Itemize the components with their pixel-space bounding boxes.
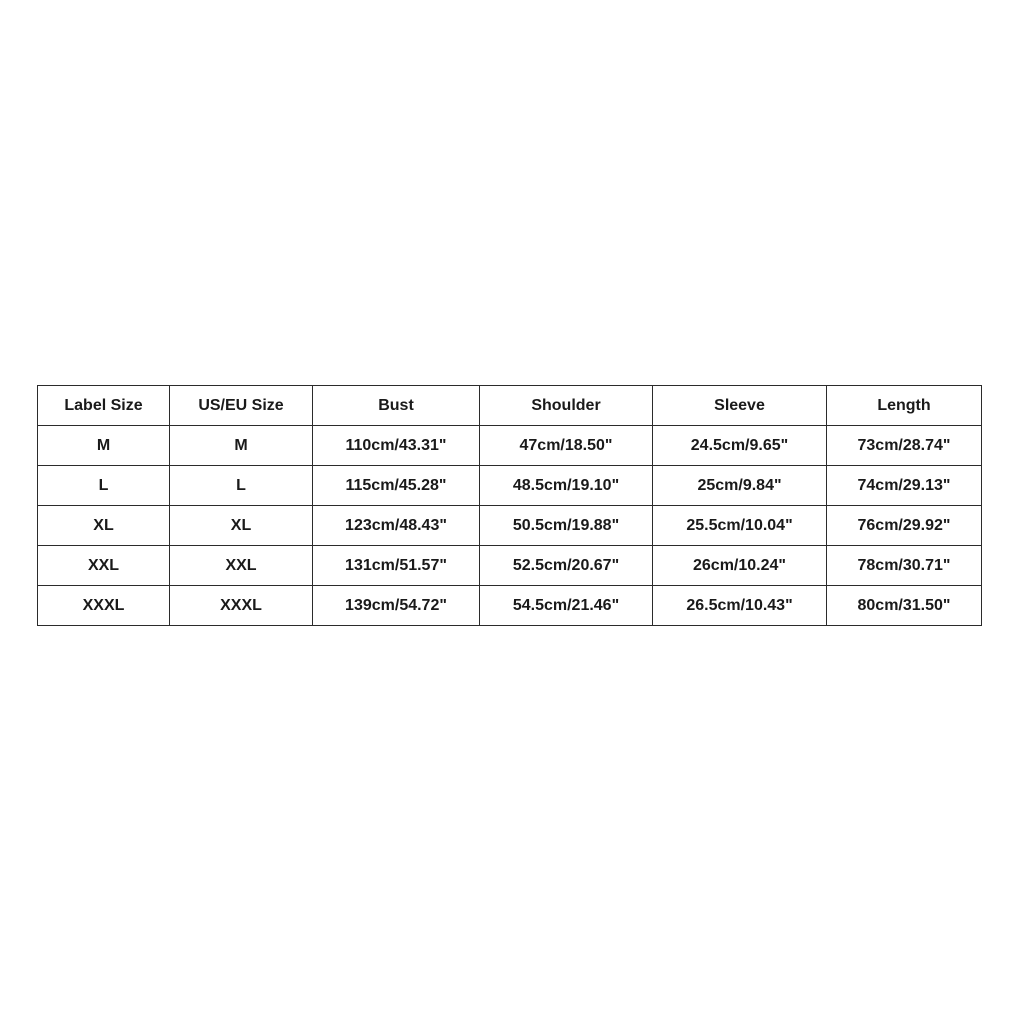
header-shoulder: Shoulder [480, 386, 653, 426]
table-row [38, 466, 982, 506]
size-chart-table [37, 385, 982, 626]
cell-label-size: XL [38, 506, 170, 546]
cell-length: 76cm/29.92" [827, 506, 982, 546]
cell-label-size: XXL [38, 546, 170, 586]
cell-shoulder: 47cm/18.50" [480, 426, 653, 466]
table-row [38, 586, 982, 626]
cell-shoulder: 52.5cm/20.67" [480, 546, 653, 586]
table-row [38, 546, 982, 586]
cell-us-eu-size: XL [170, 506, 313, 546]
cell-length: 74cm/29.13" [827, 466, 982, 506]
cell-us-eu-size: M [170, 426, 313, 466]
cell-length: 78cm/30.71" [827, 546, 982, 586]
header-bust: Bust [313, 386, 480, 426]
cell-label-size: XXXL [38, 586, 170, 626]
cell-length: 73cm/28.74" [827, 426, 982, 466]
header-row [38, 386, 982, 426]
cell-us-eu-size: L [170, 466, 313, 506]
cell-us-eu-size: XXL [170, 546, 313, 586]
cell-label-size: L [38, 466, 170, 506]
cell-length: 80cm/31.50" [827, 586, 982, 626]
cell-bust: 110cm/43.31" [313, 426, 480, 466]
cell-label-size: M [38, 426, 170, 466]
header-length: Length [827, 386, 982, 426]
cell-sleeve: 25cm/9.84" [653, 466, 827, 506]
cell-bust: 139cm/54.72" [313, 586, 480, 626]
cell-sleeve: 24.5cm/9.65" [653, 426, 827, 466]
cell-us-eu-size: XXXL [170, 586, 313, 626]
header-sleeve: Sleeve [653, 386, 827, 426]
cell-shoulder: 48.5cm/19.10" [480, 466, 653, 506]
cell-bust: 123cm/48.43" [313, 506, 480, 546]
table-row [38, 506, 982, 546]
cell-bust: 115cm/45.28" [313, 466, 480, 506]
table-row [38, 426, 982, 466]
header-us-eu-size: US/EU Size [170, 386, 313, 426]
cell-bust: 131cm/51.57" [313, 546, 480, 586]
header-label-size: Label Size [38, 386, 170, 426]
cell-shoulder: 50.5cm/19.88" [480, 506, 653, 546]
cell-sleeve: 26cm/10.24" [653, 546, 827, 586]
cell-shoulder: 54.5cm/21.46" [480, 586, 653, 626]
cell-sleeve: 25.5cm/10.04" [653, 506, 827, 546]
cell-sleeve: 26.5cm/10.43" [653, 586, 827, 626]
